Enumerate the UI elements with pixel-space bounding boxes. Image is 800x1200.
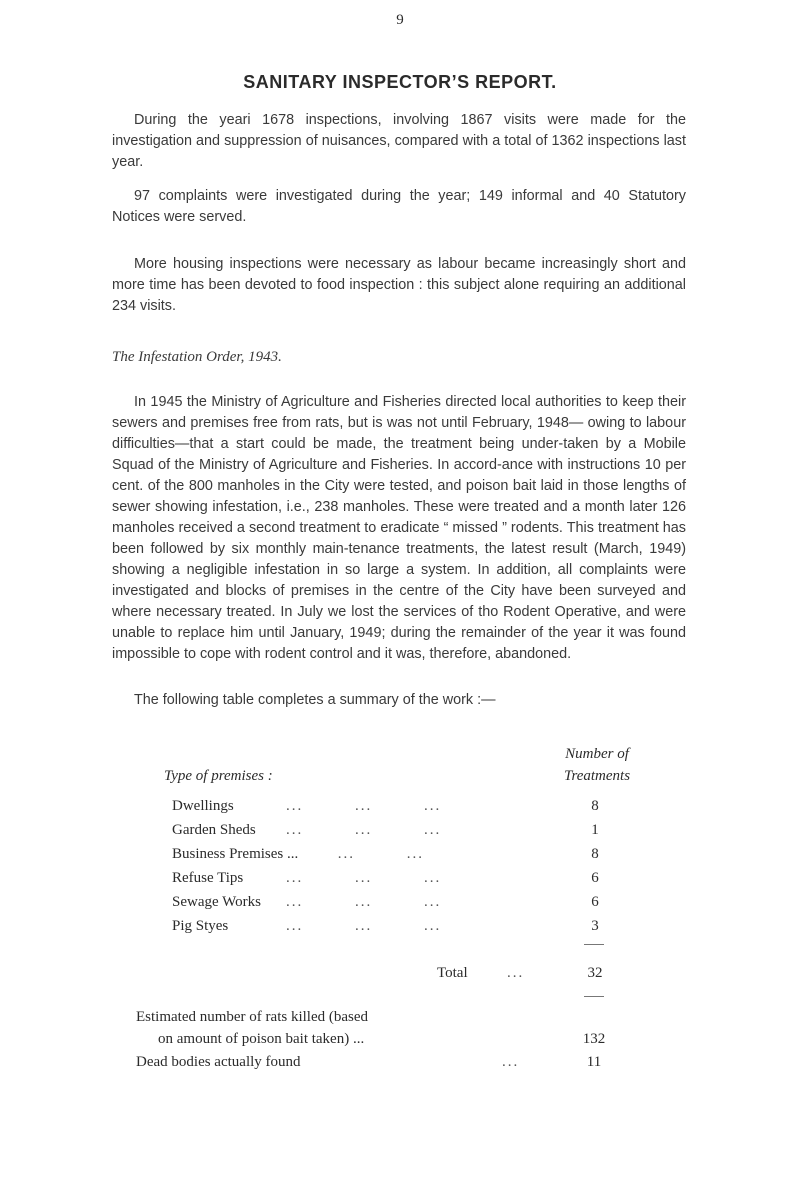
row-dots: ... ... xyxy=(286,846,424,862)
row-dots: ... ... ... xyxy=(286,822,442,838)
column-header-number-line1: Number of xyxy=(565,746,629,762)
total-label: Total xyxy=(437,965,468,981)
estimated-value: 132 xyxy=(582,1031,606,1047)
row-value: 8 xyxy=(591,846,599,862)
row-value: 3 xyxy=(591,918,599,934)
paragraph-table-intro: The following table completes a summary of the work :— xyxy=(134,692,496,708)
dead-bodies-value: 11 xyxy=(586,1054,602,1070)
paragraph-complaints: 97 complaints were investigated during the year; 149 informal and 40 Statutory Notices were served. xyxy=(112,188,686,225)
row-dots: ... ... ... xyxy=(286,918,442,934)
column-header-type: Type of premises : xyxy=(164,768,273,784)
total-rule-top xyxy=(584,944,604,945)
row-label: Dwellings xyxy=(172,798,234,814)
section-heading: The Infestation Order, 1943. xyxy=(112,349,282,365)
estimated-label-line2: on amount of poison bait taken) ... xyxy=(158,1031,365,1047)
row-dots: ... ... ... xyxy=(286,894,442,910)
dead-bodies-dots: ... xyxy=(502,1054,520,1070)
dead-bodies-label: Dead bodies actually found xyxy=(136,1054,301,1070)
row-label: Pig Styes xyxy=(172,918,229,934)
row-value: 6 xyxy=(591,870,599,886)
column-header-number-line2: Treatments xyxy=(563,768,631,784)
row-dots: ... ... ... xyxy=(286,870,442,886)
row-dots: ... ... ... xyxy=(286,798,442,814)
paragraph-inspections: During the yeari 1678 inspections, involving 1867 visits were made for the investigation and suppression of nuisances, compared with a total of 1362 inspections last year. xyxy=(112,112,686,170)
paragraph-housing: More housing inspections were necessary as labour became increasingly short and more time has been devoted to food inspection : this subject alone requiring an additional 234 visits. xyxy=(112,256,686,314)
row-value: 8 xyxy=(591,798,599,814)
row-label: Sewage Works xyxy=(172,894,261,910)
row-value: 1 xyxy=(591,822,599,838)
total-value: 32 xyxy=(587,965,603,981)
row-label: Business Premises ... xyxy=(172,846,299,862)
estimated-label-line1: Estimated number of rats killed (based xyxy=(136,1009,369,1025)
page-number: 9 xyxy=(396,12,404,28)
paragraph-infestation: In 1945 the Ministry of Agriculture and Fisheries directed local authorities to keep their sewers and premises free from rats, but is was not until February, 1948— owing to labour difficulties—that a start could be made, the treatment being under-taken by a Mobile Squad of the Ministry of Agriculture and Fisheries. In accord-ance with instructions 10 per cent. of the 800 manholes in the City were tested, and poison bait laid in those lengths of sewer showing infestation, i.e., 238 manholes. These were treated and a month later 126 manholes received a second treatment to eradicate “ missed ” rodents. This treatment has been followed by six monthly main-tenance treatments, the latest result (March, 1949) showing a negligible infestation in so large a system. In addition, all complaints were investigated and blocks of premises in the centre of the City have been surveyed and where necessary treated. In July we lost the services of tho Rodent Operative, and were unable to replace him until January, 1949; during the remainder of the year it was found impossible to cope with rodent control and it was, therefore, abandoned. xyxy=(112,394,686,662)
row-value: 6 xyxy=(591,894,599,910)
total-rule-bottom xyxy=(584,996,604,997)
report-title: SANITARY INSPECTOR’S REPORT. xyxy=(243,72,557,92)
total-dots: ... xyxy=(507,965,525,981)
row-label: Garden Sheds xyxy=(172,822,256,838)
row-label: Refuse Tips xyxy=(172,870,244,886)
